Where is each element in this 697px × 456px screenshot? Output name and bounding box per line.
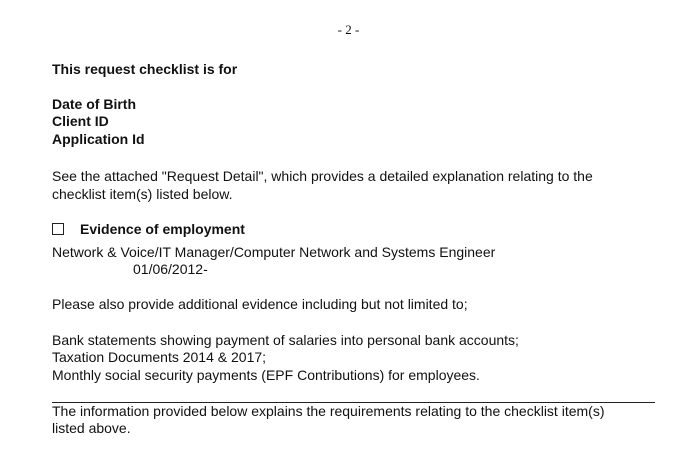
evidence-item: Monthly social security payments (EPF Contributions) for employees.: [52, 367, 480, 383]
evidence-item: Bank statements showing payment of salaries into personal bank accounts;: [52, 332, 519, 348]
date-of-birth-label: Date of Birth: [52, 96, 136, 112]
page-number: - 2 -: [337, 22, 360, 37]
additional-evidence-intro: Please also provide additional evidence including but not limited to;: [52, 296, 468, 312]
application-id-label: Application Id: [52, 131, 145, 147]
employment-detail-line-1: Network & Voice/IT Manager/Computer Network and Systems Engineer: [52, 244, 496, 260]
employment-detail-date: 01/06/2012-: [133, 261, 208, 277]
footer-text-line-1: The information provided below explains the requirements relating to the checklist item(s): [52, 403, 605, 419]
intro-text-line-1: See the attached "Request Detail", which provides a detailed explanation relating to the: [52, 168, 593, 184]
client-id-label: Client ID: [52, 113, 109, 129]
evidence-item: Taxation Documents 2014 & 2017;: [52, 349, 267, 365]
footer-text-line-2: listed above.: [52, 420, 131, 436]
checklist-heading: This request checklist is for: [52, 61, 238, 77]
checkbox-evidence-of-employment[interactable]: [52, 223, 64, 235]
checklist-item-label: Evidence of employment: [80, 221, 245, 237]
intro-text-line-2: checklist item(s) listed below.: [52, 186, 233, 202]
